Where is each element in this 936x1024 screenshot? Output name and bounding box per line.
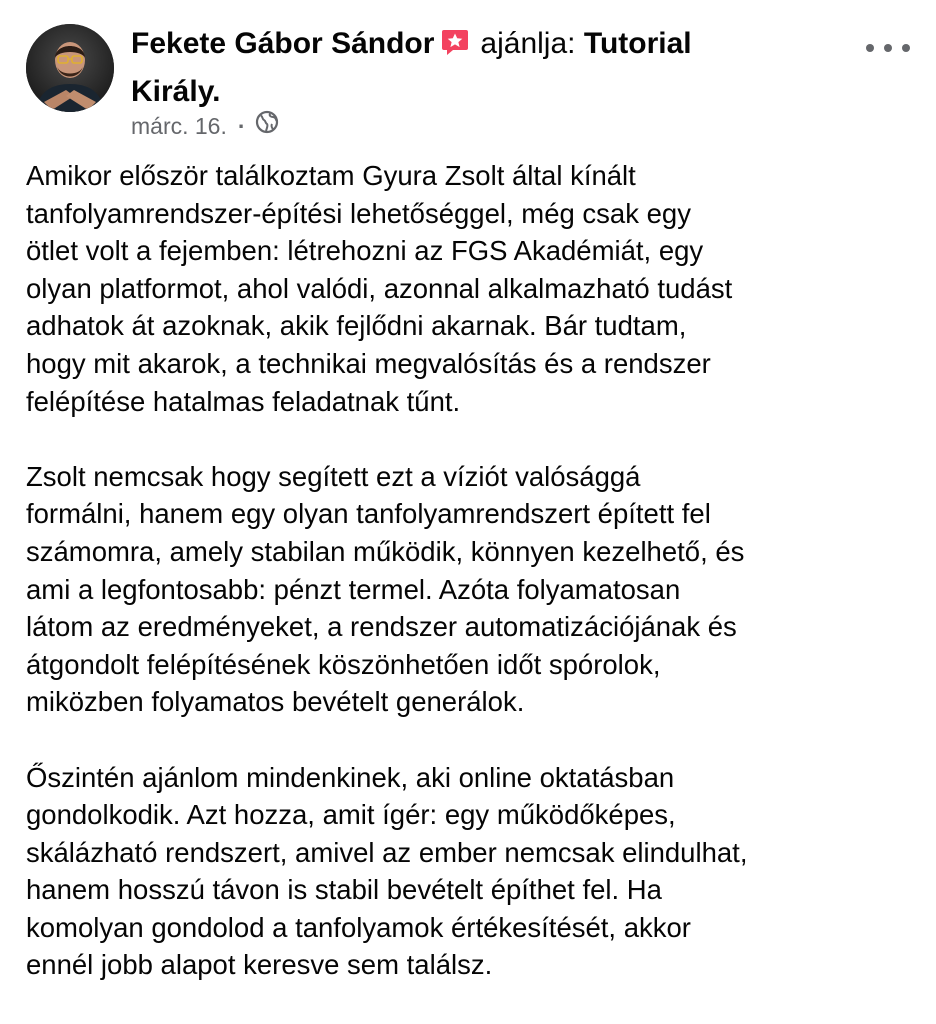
text-line: ötlet volt a fejemben: létrehozni az FGS Akadémiát, egy — [26, 235, 704, 267]
text-line: ami a legfontosabb: pénzt termel. Azóta folyamatosan — [26, 573, 681, 605]
text-line: tanfolyamrendszer-építési lehetőséggel, még csak egy — [26, 197, 691, 229]
author-avatar[interactable] — [26, 24, 114, 112]
post-paragraph — [26, 759, 916, 985]
globe-icon[interactable] — [255, 109, 279, 143]
author-photo — [26, 24, 114, 112]
text-line: átgondolt felépítésének köszönhetően időt spórolok, — [26, 648, 661, 680]
post-meta — [131, 109, 279, 143]
text-line: olyan platformot, ahol valódi, azonnal alkalmazható tudást — [26, 272, 733, 304]
text-line: hogy mit akarok, a technikai megvalósítás és a rendszer — [26, 347, 711, 379]
text-line: Zsolt nemcsak hogy segített ezt a víziót valósággá — [26, 460, 641, 492]
recommended-page-name-cont[interactable]: Király. — [131, 75, 221, 108]
text-line: komolyan gondolod a tanfolyamok értékesítését, akkor — [26, 911, 691, 943]
text-line: formálni, hanem egy olyan tanfolyamrendszert épített fel — [26, 498, 711, 530]
text-line: látom az eredményeket, a rendszer automatizációjának és — [26, 611, 737, 643]
text-line: Őszintén ajánlom mindenkinek, aki online oktatásban — [26, 761, 675, 793]
recommended-page-name[interactable]: Tutorial — [583, 27, 692, 60]
more-options-button[interactable] — [866, 36, 910, 60]
meta-separator: · — [237, 113, 246, 139]
post-header — [131, 22, 811, 114]
text-line: Amikor először találkoztam Gyura Zsolt által kínált — [26, 160, 636, 191]
text-line: adhatok át azoknak, akik fejlődni akarnak. Bár tudtam, — [26, 310, 687, 342]
recommend-star-icon — [440, 26, 470, 70]
text-line: számomra, amely stabilan működik, könnyen kezelhető, és — [26, 535, 745, 567]
text-line: gondolkodik. Azt hozza, amit ígér: egy működőképes, — [26, 799, 676, 831]
post-paragraph — [26, 458, 916, 721]
text-line: ennél jobb alapot keresve sem találsz. — [26, 949, 493, 981]
more-options-icon-dot — [884, 44, 892, 52]
post-timestamp[interactable]: márc. 16. — [131, 113, 227, 139]
recommendation-label: ajánlja: — [480, 27, 576, 60]
post-body — [26, 157, 916, 1022]
author-name[interactable]: Fekete Gábor Sándor — [131, 27, 435, 60]
text-line: skálázható rendszert, amivel az ember nemcsak elindulhat, — [26, 836, 748, 868]
more-options-icon-dot — [902, 44, 910, 52]
more-options-icon-dot — [866, 44, 874, 52]
text-line: hanem hosszú távon is stabil bevételt építhet fel. Ha — [26, 874, 662, 906]
text-line: miközben folyamatos bevételt generálok. — [26, 686, 525, 718]
text-line: felépítése hatalmas feladatnak tűnt. — [26, 385, 461, 417]
post-paragraph — [26, 157, 916, 420]
